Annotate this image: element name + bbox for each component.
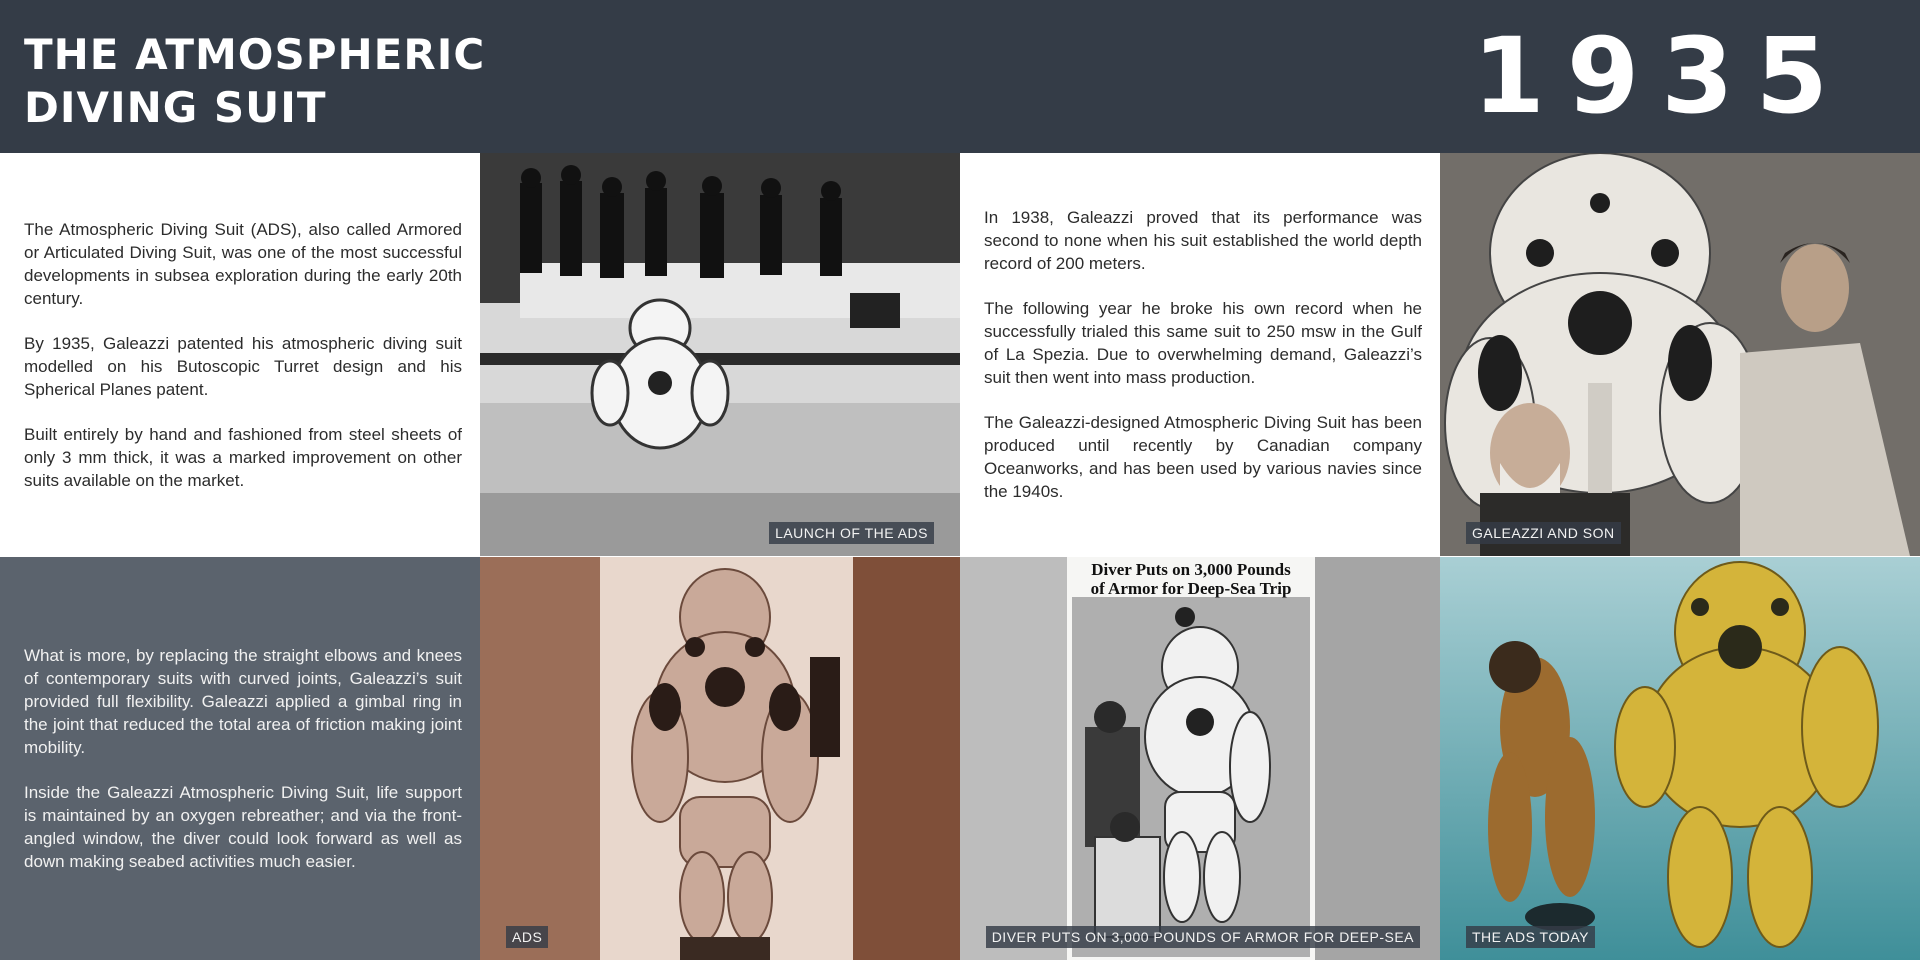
newspaper-photo-caption: DIVER PUTS ON 3,000 POUNDS OF ARMOR FOR DEEP-SEA xyxy=(986,926,1420,948)
newspaper-headline-1: Diver Puts on 3,000 Pounds xyxy=(1091,560,1291,579)
ads-photo-image xyxy=(480,557,960,960)
ads-today-photo xyxy=(1440,557,1920,960)
header xyxy=(0,0,1920,153)
features-paragraph-1: What is more, by replacing the straight elbows and knees of contemporary suits with curved joints, Galeazzi’s suit provided full flexibility. Galeazzi applied a gimbal ring in the joint that reduced the total area of friction making joint mobility. xyxy=(24,646,462,757)
record-paragraph-2: The following year he broke his own record when he successfully trialed this same suit to 250 msw in the Gulf of La Spezia. Due to overwhelming demand, Galeazzi’s suit then went into mass production. xyxy=(984,299,1422,387)
record-paragraph-3: The Galeazzi-designed Atmospheric Diving Suit has been produced until recently by Canadian company Oceanworks, and has been used by various navies since the 1940s. xyxy=(984,413,1422,501)
galeazzi-son-photo-caption: GALEAZZI AND SON xyxy=(1466,522,1621,544)
intro-paragraph-1: The Atmospheric Diving Suit (ADS), also called Armored or Articulated Diving Suit, was one of the most successful developments in subsea exploration during the early 20th century. xyxy=(24,219,462,308)
launch-photo-image xyxy=(480,153,960,556)
ads-today-photo-caption: THE ADS TODAY xyxy=(1466,926,1595,948)
launch-photo xyxy=(480,153,960,556)
ads-photo xyxy=(480,557,960,960)
newspaper-photo xyxy=(960,557,1440,960)
galeazzi-son-photo xyxy=(1440,153,1920,556)
galeazzi-son-photo-image xyxy=(1440,153,1920,556)
features-text-block xyxy=(0,557,480,960)
title-line-1: THE ATMOSPHERIC xyxy=(24,30,486,79)
newspaper-headline-2: of Armor for Deep-Sea Trip xyxy=(1090,579,1292,598)
intro-text-block xyxy=(0,153,480,556)
page-title xyxy=(24,28,485,134)
intro-paragraph-2: By 1935, Galeazzi patented his atmospheric diving suit modelled on his Butoscopic Turret design and his Spherical Planes patent. xyxy=(24,333,462,399)
underwater-photo-image xyxy=(1440,557,1920,960)
year-label: 1935 xyxy=(1472,15,1850,137)
record-text-block xyxy=(960,153,1440,556)
record-paragraph-1: In 1938, Galeazzi proved that its performance was second to none when his suit established the world depth record of 200 meters. xyxy=(984,208,1422,273)
intro-paragraph-3: Built entirely by hand and fashioned from steel sheets of only 3 mm thick, it was a marked improvement on other suits available on the market. xyxy=(24,424,462,490)
launch-photo-caption: LAUNCH OF THE ADS xyxy=(769,522,934,544)
ads-photo-caption: ADS xyxy=(506,926,548,948)
features-paragraph-2: Inside the Galeazzi Atmospheric Diving Suit, life support is maintained by an oxygen rebreather; and via the front-angled window, the diver could look forward as well as down making seabed activities much easier. xyxy=(24,783,462,871)
newspaper-clipping-image xyxy=(960,557,1440,960)
title-line-2: DIVING SUIT xyxy=(24,83,327,132)
